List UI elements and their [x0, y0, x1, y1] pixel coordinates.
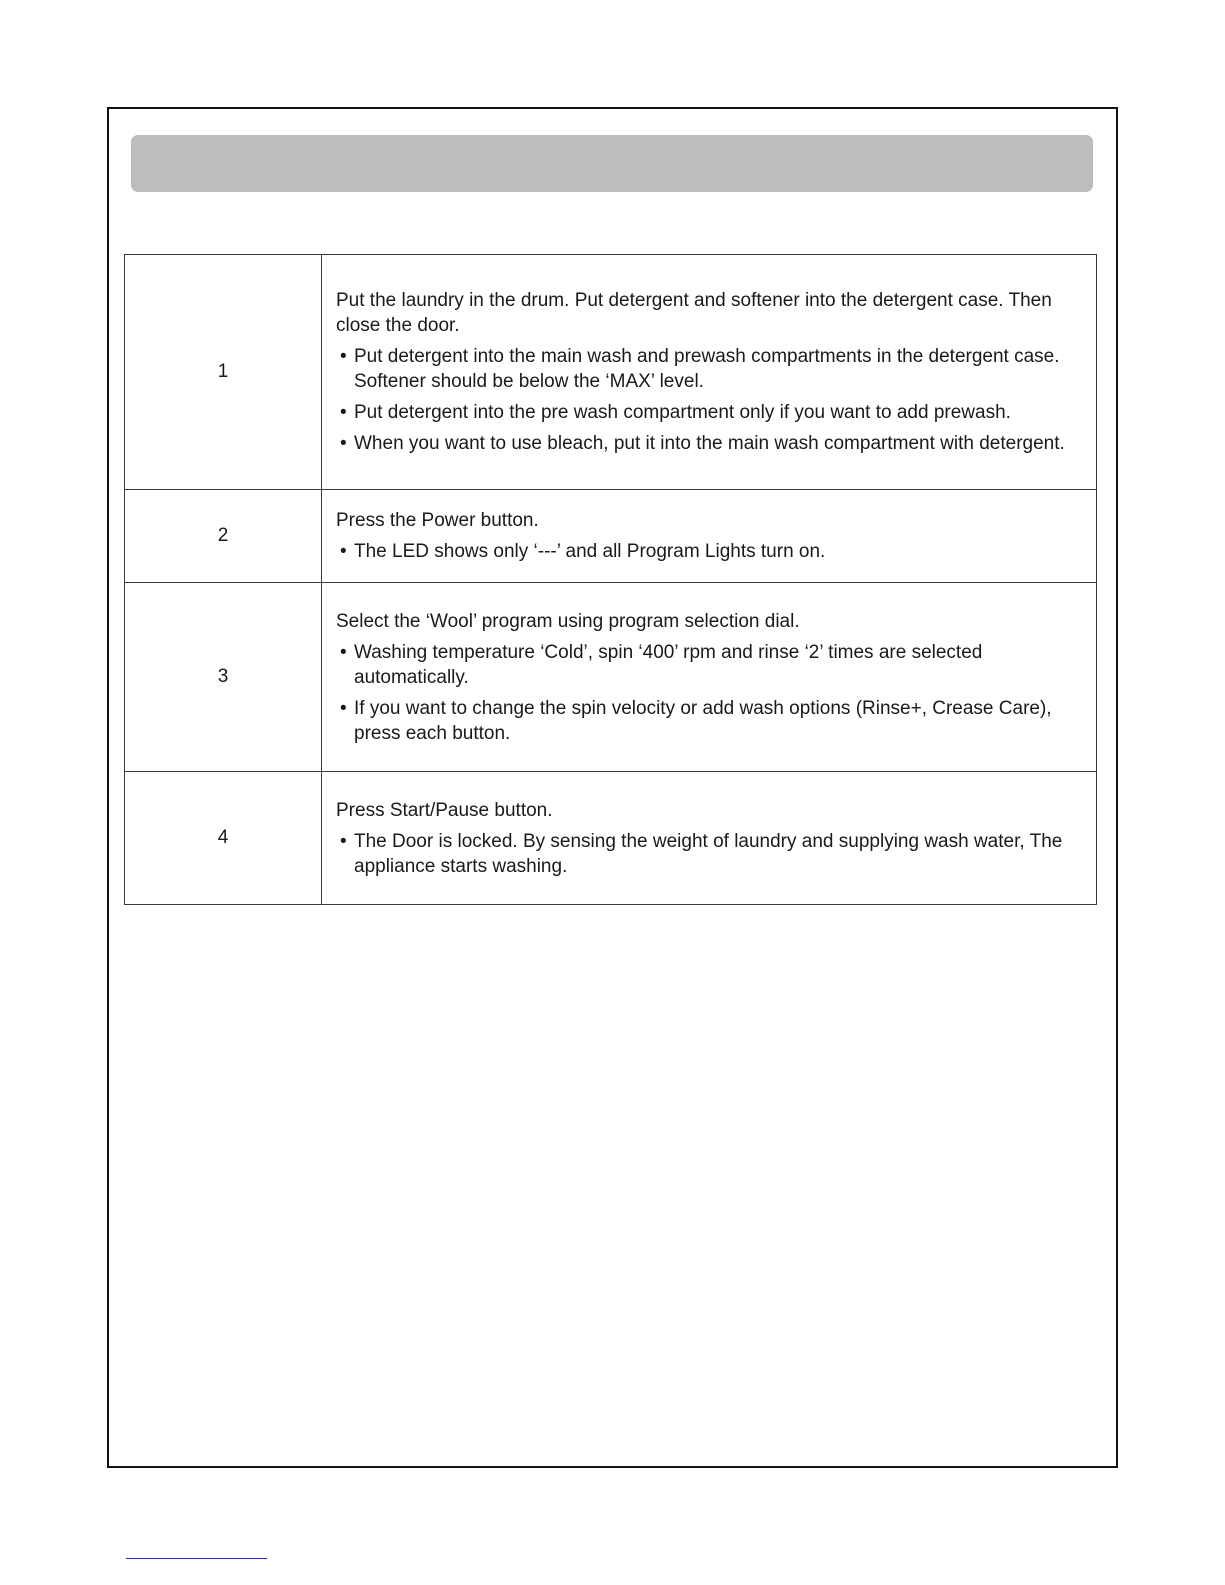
step-description	[322, 772, 1097, 905]
step-description	[322, 255, 1097, 490]
step-row	[125, 255, 1097, 490]
bullet-text: Put detergent into the pre wash compartment only if you want to add prewash.	[354, 402, 1011, 423]
step-row	[125, 583, 1097, 772]
step-number: 2	[125, 490, 322, 583]
step-instruction: Press Start/Pause button.	[336, 799, 553, 821]
step-bullet	[336, 829, 1082, 879]
step-number: 1	[125, 255, 322, 490]
step-description	[322, 583, 1097, 772]
step-row	[125, 772, 1097, 905]
step-bullet	[336, 539, 1082, 564]
footer-link-underline	[126, 1558, 267, 1559]
section-header-bar	[131, 135, 1093, 192]
steps-table	[124, 254, 1097, 905]
bullet-icon: •	[340, 402, 347, 423]
step-instruction: Press the Power button.	[336, 510, 539, 531]
bullet-icon: •	[340, 346, 347, 367]
step-bullet	[336, 400, 1082, 425]
step-description	[322, 490, 1097, 583]
step-bullet	[336, 431, 1082, 456]
bullet-icon: •	[340, 541, 347, 562]
bullet-text: Washing temperature ‘Cold’, spin ‘400’ rpm and rinse ‘2’ times are selected automatically.	[354, 641, 983, 688]
bullet-text: Put detergent into the main wash and prewash compartments in the detergent case. Softener should be below the ‘MAX’ level.	[354, 346, 1060, 392]
step-number: 4	[125, 772, 322, 905]
step-number: 3	[125, 583, 322, 772]
bullet-icon: •	[340, 433, 347, 454]
bullet-text: If you want to change the spin velocity or add wash options (Rinse+, Crease Care), press each button.	[354, 697, 1052, 744]
step-row	[125, 490, 1097, 583]
step-instruction: Select the ‘Wool’ program using program selection dial.	[336, 610, 800, 632]
bullet-icon: •	[340, 697, 347, 719]
bullet-text: When you want to use bleach, put it into the main wash compartment with detergent.	[354, 433, 1065, 454]
bullet-icon: •	[340, 641, 347, 663]
step-instruction: Put the laundry in the drum. Put detergent and softener into the detergent case. Then close the door.	[336, 290, 1052, 336]
step-bullet	[336, 640, 1082, 690]
step-bullet	[336, 344, 1082, 394]
step-bullet	[336, 696, 1082, 746]
bullet-icon: •	[340, 830, 347, 852]
bullet-text: The Door is locked. By sensing the weight of laundry and supplying wash water, The appliance starts washing.	[354, 830, 1063, 877]
bullet-text: The LED shows only ‘---’ and all Program Lights turn on.	[354, 541, 826, 562]
